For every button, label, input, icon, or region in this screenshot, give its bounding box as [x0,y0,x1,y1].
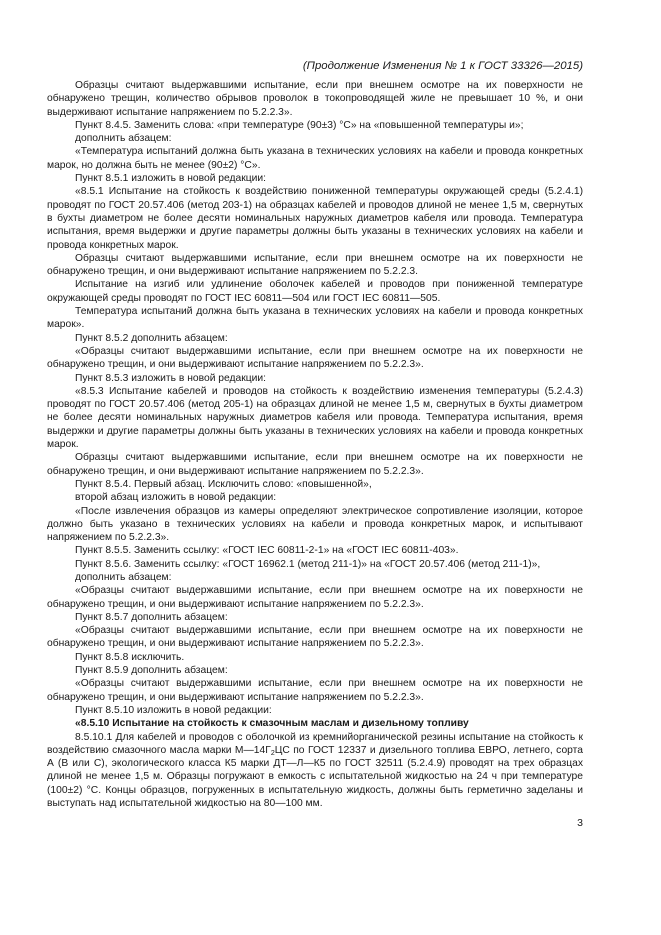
paragraph: Пункт 8.5.5. Заменить ссылку: «ГОСТ IEC 60811-2-1» на «ГОСТ IEC 60811-403». [75,545,459,557]
page-header: (Продолжение Изменения № 1 к ГОСТ 33326—2015) [302,60,583,72]
paragraph: Пункт 8.5.4. Первый абзац. Исключить слово: «повышенной», [75,478,372,490]
paragraph: «8.5.1 Испытание на стойкость к воздействию пониженной температуры окружающей среды (5.2.4.1) проводят по ГОСТ 20.57.406 (метод 203-1) на образцах кабелей и проводов длиной не менее 1,5 м, свернутых в бухты диаметром не более десяти номинальных наружных диаметров кабеля или провода. Температура испытания, время выдержки и другие параметры должны быть указаны в технических условиях на кабели и провода конкретных марок. [47,186,583,251]
paragraph: Пункт 8.5.1 изложить в новой редакции: [75,173,267,185]
document-body [47,79,583,810]
paragraph: второй абзац изложить в новой редакции: [75,492,277,504]
paragraph: Пункт 8.5.2 дополнить абзацем: [75,332,228,344]
paragraph: Испытание на изгиб или удлинение оболочек кабелей и проводов при пониженной температуре окружающей среды проводят по ГОСТ IEC 60811—504 или ГОСТ IEC 60811—505. [47,279,583,304]
subscript: 2 [270,749,275,757]
text-run: 8.5.10.1 Для кабелей и проводов с оболочкой из кремнийорганической резины испытание на стойкость к воздействию смазочного масла марки М—14Г [47,731,583,756]
paragraph: Пункт 8.5.3 изложить в новой редакции: [75,372,267,384]
paragraph: Образцы считают выдержавшими испытание, если при внешнем осмотре на их поверхности не обнаружено трещин, и они выдерживают испытание напряжением по 5.2.2.3. [47,252,583,278]
paragraph: Пункт 8.5.7 дополнить абзацем: [75,611,228,623]
paragraph: Пункт 8.5.9 дополнить абзацем: [75,665,228,677]
paragraph: дополнить абзацем: [75,133,172,145]
paragraph: Образцы считают выдержавшими испытание, если при внешнем осмотре на их поверхности не обнаружено трещин, и они выдерживают испытание напряжением по 5.2.2.3». [47,452,583,477]
text-run: ЦС по ГОСТ 12337 и дизельного топлива ЕВРО, летнего, сорта А (В или С), экологического класса К5 марки ДТ—Л—К5 по ГОСТ 32511 (5.2.4.9) проводят на трех образцах длиной не менее 1,5 м. Образцы погружают в емкость с испытательной жидкостью на 24 ч при температуре (100±2) °С. Концы образцов, погруженных в испытательную жидкость, должны быть герметично заделаны и выступать над испытательной жидкостью на 80—100 мм. [47,744,583,810]
paragraph: Пункт 8.4.5. Заменить слова: «при температуре (90±3) °С» на «повышенной температуры и»; [75,119,524,131]
paragraph: Температура испытаний должна быть указана в технических условиях на кабели и провода конкретных марок». [47,306,583,331]
paragraph: «Температура испытаний должна быть указана в технических условиях на кабели и провода конкретных марок, но должна быть не менее (90±2) °С». [47,146,583,171]
paragraph: «Образцы считают выдержавшими испытание, если при внешнем осмотре на их поверхности не обнаружено трещин, и они выдерживают испытание напряжением по 5.2.2.3». [47,678,583,703]
page-number: 3 [577,817,583,829]
section-heading: «8.5.10 Испытание на стойкость к смазочным маслам и дизельному топливу [75,718,469,730]
paragraph: Образцы считают выдержавшими испытание, если при внешнем осмотре на их поверхности не обнаружено трещин, количество обрывов проволок в токопроводящей жиле не превышает 10 %, и они выдерживают испытание напряжением по 5.2.2.3». [47,80,583,118]
paragraph: «Образцы считают выдержавшими испытание, если при внешнем осмотре на их поверхности не обнаружено трещин, и они выдерживают испытание напряжением по 5.2.2.3». [47,345,583,371]
paragraph: «После извлечения образцов из камеры определяют электрическое сопротивление изоляции, которое должно быть указано в технических условиях на кабели и провода конкретных марок, и испытывают напряжением по 5.2.2.3». [47,505,583,544]
paragraph: «Образцы считают выдержавшими испытание, если при внешнем осмотре на их поверхности не обнаружено трещин, и они выдерживают испытание напряжением по 5.2.2.3». [47,625,583,650]
paragraph [47,731,583,811]
paragraph: «8.5.3 Испытание кабелей и проводов на стойкость к воздействию изменения температуры (5.2.4.3) проводят по ГОСТ 20.57.406 (метод 205-1) на образцах длиной не менее 1,5 м, свернутых в бухты диаметром не более десяти номинальных наружных диаметров кабеля или провода. Температура испытания, время выдержки и другие параметры должны быть указаны в технических условиях на кабели и провода конкретных марок. [47,385,583,451]
paragraph: Пункт 8.5.10 изложить в новой редакции: [75,704,272,716]
paragraph: Пункт 8.5.8 исключить. [75,651,185,663]
paragraph: Пункт 8.5.6. Заменить ссылку: «ГОСТ 16962.1 (метод 211-1)» на «ГОСТ 20.57.406 (метод 211-1)», [75,558,541,570]
paragraph: дополнить абзацем: [75,571,172,583]
paragraph: «Образцы считают выдержавшими испытание, если при внешнем осмотре на их поверхности не обнаружено трещин, и они выдерживают испытание напряжением по 5.2.2.3». [47,585,583,610]
